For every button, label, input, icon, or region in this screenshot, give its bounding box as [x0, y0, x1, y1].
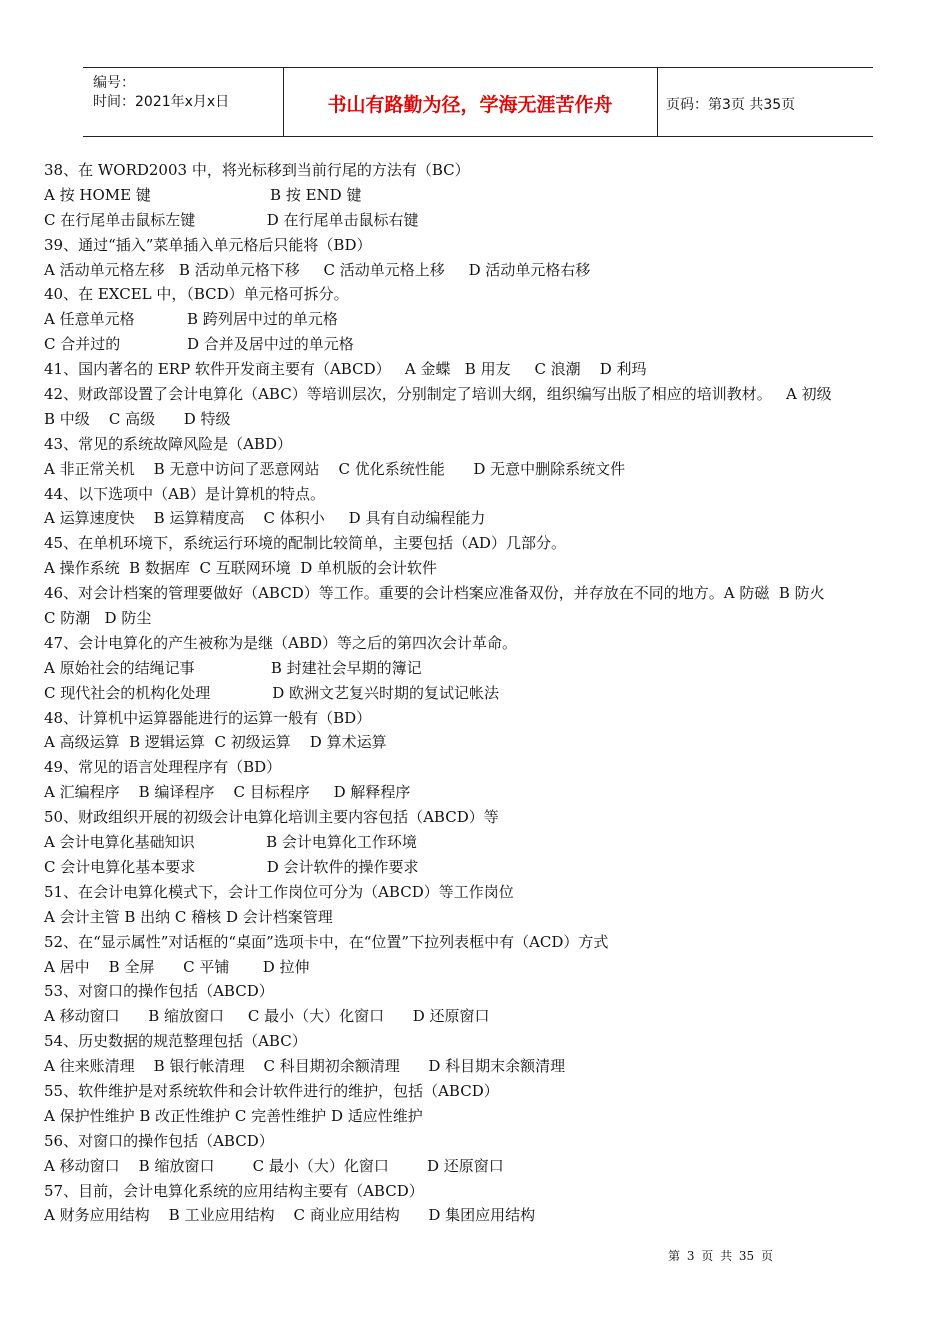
text-line: A 会计主管 B 出纳 C 稽核 D 会计档案管理: [44, 907, 333, 926]
text-line: C 在行尾单击鼠标左键 D 在行尾单击鼠标右键: [44, 210, 419, 229]
text-line: 44、以下选项中（AB）是计算机的特点。: [44, 484, 325, 503]
text-line: 57、目前，会计电算化系统的应用结构主要有（ABCD）: [44, 1181, 424, 1200]
text-line: A 保护性维护 B 改正性维护 C 完善性维护 D 适应性维护: [44, 1106, 423, 1125]
text-line: C 现代社会的机构化处理 D 欧洲文艺复兴时期的复试记帐法: [44, 683, 500, 702]
text-line: A 财务应用结构 B 工业应用结构 C 商业应用结构 D 集团应用结构: [44, 1206, 536, 1225]
text-line: 45、在单机环境下，系统运行环境的配制比较简单，主要包括（AD）几部分。: [44, 534, 566, 553]
page-label: 页码：第3页 共35页: [666, 97, 796, 113]
text-line: 56、对窗口的操作包括（ABCD）: [44, 1131, 274, 1150]
text-line: 50、财政组织开展的初级会计电算化培训主要内容包括（ABCD）等: [44, 808, 499, 827]
text-line: 46、对会计档案的管理要做好（ABCD）等工作。重要的会计档案应准备双份，并存放在不同的地方。A 防磁 B 防火: [44, 584, 825, 603]
text-line: 55、软件维护是对系统软件和会计软件进行的维护，包括（ABCD）: [44, 1081, 499, 1100]
text-line: A 移动窗口 B 缩放窗口 C 最小（大）化窗口 D 还原窗口: [44, 1007, 490, 1026]
header-motto-cell: [283, 68, 658, 136]
document-body: [44, 158, 924, 1228]
text-line: C 会计电算化基本要求 D 会计软件的操作要求: [44, 857, 419, 876]
text-line: A 活动单元格左移 B 活动单元格下移 C 活动单元格上移 D 活动单元格右移: [44, 260, 591, 279]
time-label: 时间：2021年x月x日: [93, 94, 230, 110]
text-line: 43、常见的系统故障风险是（ABD）: [44, 434, 292, 453]
text-line: 42、财政部设置了会计电算化（ABC）等培训层次，分别制定了培训大纲，组织编写出版了相应的培训教材。 A 初级: [44, 385, 832, 404]
text-line: 40、在 EXCEL 中，（BCD）单元格可拆分。: [44, 285, 349, 304]
text-line: 41、国内著名的 ERP 软件开发商主要有（ABCD） A 金蝶 B 用友 C 浪潮 D 利玛: [44, 360, 647, 379]
text-line: A 汇编程序 B 编译程序 C 目标程序 D 解释程序: [44, 783, 411, 802]
number-label: 编号：: [93, 75, 135, 91]
text-line: A 往来账清理 B 银行帐清理 C 科目期初余额清理 D 科目期末余额清理: [44, 1057, 566, 1076]
text-line: 51、在会计电算化模式下，会计工作岗位可分为（ABCD）等工作岗位: [44, 882, 514, 901]
text-line: A 运算速度快 B 运算精度高 C 体积小 D 具有自动编程能力: [44, 509, 486, 528]
text-line: A 原始社会的结绳记事 B 封建社会早期的簿记: [44, 658, 422, 677]
text-line: 53、对窗口的操作包括（ABCD）: [44, 982, 274, 1001]
text-line: 52、在“显示属性”对话框的“桌面”选项卡中，在“位置”下拉列表框中有（ACD）方式: [44, 932, 609, 951]
text-line: C 合并过的 D 合并及居中过的单元格: [44, 335, 354, 354]
text-line: B 中级 C 高级 D 特级: [44, 409, 231, 428]
text-line: A 任意单元格 B 跨列居中过的单元格: [44, 310, 338, 329]
text-line: 39、通过“插入”菜单插入单元格后只能将（BD）: [44, 235, 372, 254]
text-line: A 非正常关机 B 无意中访问了恶意网站 C 优化系统性能 D 无意中删除系统文件: [44, 459, 626, 478]
text-line: C 防潮 D 防尘: [44, 609, 152, 628]
header-info-cell: [83, 68, 284, 136]
header-page-cell: [658, 68, 873, 136]
text-line: A 按 HOME 键 B 按 END 键: [44, 185, 362, 204]
text-line: 38、在 WORD2003 中，将光标移到当前行尾的方法有（BC）: [44, 161, 470, 179]
text-line: 48、计算机中运算器能进行的运算一般有（BD）: [44, 708, 372, 727]
page-footer: 第 3 页 共 35 页: [668, 1249, 773, 1263]
text-line: A 会计电算化基础知识 B 会计电算化工作环境: [44, 833, 417, 852]
text-line: A 高级运算 B 逻辑运算 C 初级运算 D 算术运算: [44, 733, 387, 752]
page-header: [83, 67, 873, 137]
motto: 书山有路勤为径，学海无涯苦作舟: [327, 94, 613, 116]
text-line: A 操作系统 B 数据库 C 互联网环境 D 单机版的会计软件: [44, 559, 438, 578]
text-line: A 移动窗口 B 缩放窗口 C 最小（大）化窗口 D 还原窗口: [44, 1156, 504, 1175]
text-line: 54、历史数据的规范整理包括（ABC）: [44, 1032, 307, 1051]
text-line: 49、常见的语言处理程序有（BD）: [44, 758, 282, 777]
text-line: A 居中 B 全屏 C 平铺 D 拉伸: [44, 957, 310, 976]
text-line: 47、会计电算化的产生被称为是继（ABD）等之后的第四次会计革命。: [44, 633, 517, 652]
